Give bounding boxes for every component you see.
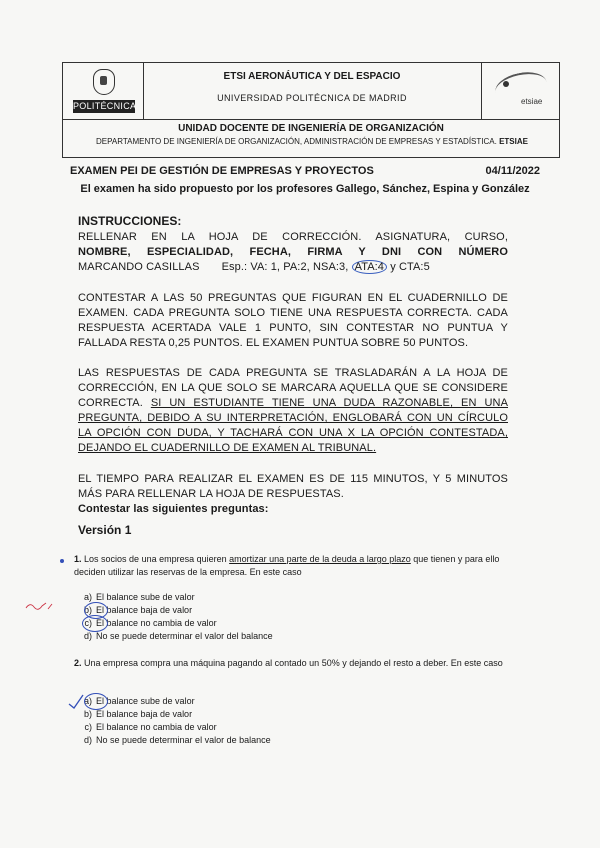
ink-checkmark-icon: [66, 692, 86, 712]
instructions-title: INSTRUCCIONES:: [78, 214, 182, 228]
department-cell: [63, 119, 559, 159]
option-text: El balance sube de valor: [96, 592, 195, 602]
instructions-line-3: [78, 260, 508, 275]
specialty-codes: Esp.: VA: 1, PA:2, NSA:3,: [221, 261, 349, 273]
option-text: El balance no cambia de valor: [96, 722, 217, 732]
school-cell: [143, 63, 482, 119]
ink-circle-option-c: [82, 615, 108, 632]
ink-circle-q2-option-a: [84, 693, 108, 710]
option-letter: c): [84, 618, 92, 628]
question-1-text-underlined: amortizar una parte de la deuda a largo plazo: [229, 554, 411, 564]
university-name: UNIVERSIDAD POLITÉCNICA DE MADRID: [217, 93, 407, 103]
instructions-paragraph-2: CONTESTAR A LAS 50 PREGUNTAS QUE FIGURAN EN EL CUADERNILLO DE EXAMEN. CADA PREGUNTA SOLO TIENE UNA RESPUESTA CORRECTA. CADA RESPUESTA ACERTADA VALE 1 PUNTO, SIN CONTESTAR NO PUNTUA Y FALLADA RESTA 0,25 PUNTOS. EL EXAMEN PUNTUA SOBRE 50 PUNTOS.: [78, 292, 508, 349]
exam-title-line: [70, 165, 540, 177]
header-box: [62, 62, 560, 158]
exam-professors: El examen ha sido propuesto por los profesores Gallego, Sánchez, Espina y González: [80, 183, 530, 195]
version-label: Versión 1: [78, 523, 132, 537]
question-1-option-d[interactable]: [76, 630, 273, 642]
exam-date: 04/11/2022: [485, 165, 540, 177]
header-top-row: [63, 63, 559, 120]
department-title: UNIDAD DOCENTE DE INGENIERÍA DE ORGANIZACIÓN: [178, 123, 444, 134]
specialty-code-circled: ATA:4: [352, 260, 387, 274]
department-subtitle-text: DEPARTAMENTO DE INGENIERÍA DE ORGANIZACIÓN, ADMINISTRACIÓN DE EMPRESAS Y ESTADÍSTICA.: [96, 137, 497, 146]
instructions-paragraph-4: EL TIEMPO PARA REALIZAR EL EXAMEN ES DE 115 MINUTOS, Y 5 MINUTOS MÁS PARA RELLENAR LA HOJA DE RESPUESTAS.: [78, 473, 508, 500]
option-letter: d): [83, 631, 92, 641]
department-subtitle: [83, 137, 541, 147]
crest-icon: [93, 69, 115, 95]
question-2: [74, 657, 514, 670]
option-letter: c): [84, 722, 92, 732]
option-letter: d): [83, 735, 92, 745]
upm-logo: [63, 63, 144, 119]
question-2-text: Una empresa compra una máquina pagando al contado un 50% y dejando el resto a deber. En este caso: [84, 658, 503, 668]
instructions-line-3-text: MARCANDO CASILLAS: [78, 261, 200, 273]
question-2-number: 2.: [74, 658, 82, 668]
politecnica-label: POLITÉCNICA: [73, 101, 137, 111]
checkmark-stroke: [69, 695, 83, 708]
instructions-line-2: NOMBRE, ESPECIALIDAD, FECHA, FIRMA Y DNI CON NÚMERO: [78, 246, 508, 258]
question-1: [74, 553, 514, 579]
option-letter: b): [83, 605, 92, 615]
department-subtitle-bold: ETSIAE: [499, 137, 528, 146]
option-text: El balance baja de valor: [96, 709, 193, 719]
option-text: El balance no cambia de valor: [96, 618, 217, 628]
scribble-stroke: [26, 603, 52, 609]
etsiae-logo-text: etsiae: [521, 97, 543, 106]
instructions-answer-prompt: Contestar las siguientes preguntas:: [78, 503, 269, 515]
specialty-codes-end: y CTA:5: [390, 261, 430, 273]
etsiae-dot-icon: [503, 81, 509, 87]
option-letter: b): [83, 709, 92, 719]
option-letter: a): [83, 592, 92, 602]
question-1-text-b: que tienen y para ello deciden utilizar las reservas de la empresa. En este caso: [74, 554, 500, 577]
option-letter: a): [83, 696, 92, 706]
school-name: ETSI AERONÁUTICA Y DEL ESPACIO: [223, 71, 401, 82]
instructions-paragraph-3-underlined: SI UN ESTUDIANTE TIENE UNA DUDA RAZONABLE, EN UNA PREGUNTA, DEBIDO A SU INTERPRETACIÓN, ENGLOBARÁ CON UN CÍRCULO LA OPCIÓN CON DUDA, Y TACHARÁ CON UNA X LA OPCIÓN CONTESTADA, DEJANDO EL CUADERNILLO DE EXAMEN AL TRIBUNAL.: [78, 397, 509, 454]
margin-scribble-icon: [24, 600, 54, 612]
option-text: El balance baja de valor: [96, 605, 193, 615]
instructions-line-1: RELLENAR EN LA HOJA DE CORRECCIÓN. ASIGNATURA, CURSO,: [78, 231, 508, 243]
question-2-option-d[interactable]: [76, 734, 271, 746]
exam-title: EXAMEN PEI DE GESTIÓN DE EMPRESAS Y PROYECTOS: [70, 165, 374, 177]
instructions-paragraph-3: [78, 366, 508, 456]
question-2-option-c[interactable]: [76, 721, 217, 733]
option-text: No se puede determinar el valor del balance: [96, 631, 273, 641]
instructions-paragraph-3-plain: LAS RESPUESTAS DE CADA PREGUNTA SE TRASLADARÁN A LA HOJA DE CORRECCIÓN, EN LA QUE SOLO SE MARCARA AQUELLA QUE SE CONSIDERE CORRECTA.: [78, 367, 508, 409]
question-1-number: 1.: [74, 554, 82, 564]
option-text: El balance sube de valor: [96, 696, 195, 706]
ink-dot-icon: [60, 559, 64, 563]
etsiae-logo: [481, 63, 559, 119]
question-1-text-a: Los socios de una empresa quieren: [84, 554, 227, 564]
option-text: No se puede determinar el valor de balance: [96, 735, 271, 745]
